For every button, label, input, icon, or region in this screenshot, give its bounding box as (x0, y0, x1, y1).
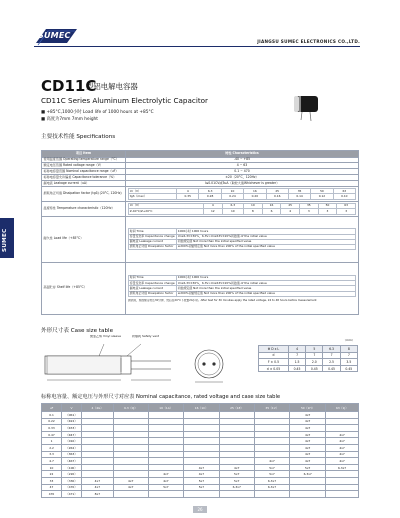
spec-label: 温度特性 Temperature characteristic（120Hz） (42, 201, 126, 216)
header-divider (34, 46, 360, 47)
nominal-cell (219, 425, 254, 432)
case-cell: 0.45 (340, 365, 357, 372)
sub-cell: 时间 Time (129, 229, 177, 234)
nominal-cell: 4x7 (113, 484, 148, 491)
case-cell: 0.45 (323, 365, 340, 372)
vent-label: 防爆阀 Safety vent (132, 335, 160, 338)
sub-cell: 4 (281, 209, 300, 214)
nominal-cell: 10 (42, 464, 62, 471)
sub-cell: 25 (281, 204, 300, 209)
spec-value: I≤0.01CV或3uA（取较大值Whichever is greater） (126, 181, 359, 187)
nominal-cell: （2R2） (62, 444, 82, 451)
sub-cell: 容量变化率 Capacitance change (129, 233, 175, 238)
case-dimension-drawing (41, 334, 241, 390)
sub-cell: 50 (311, 189, 333, 194)
nominal-cell: 4x7 (290, 458, 326, 465)
dissipation-subtable (128, 188, 356, 200)
table-row (42, 412, 359, 419)
table-row (259, 346, 358, 353)
case-cell: F ± 0.5 (259, 359, 289, 366)
specs-table (41, 150, 359, 315)
sub-cell: 0.14 (288, 194, 310, 199)
nominal-cell (113, 458, 148, 465)
sub-cell: Z-40°C/Z+20°C (129, 209, 204, 214)
sub-cell: 1000小时 1000 hours (177, 229, 356, 234)
case-cell: Φ D x L (259, 346, 289, 353)
series-title-cn: 型铝电解电容器 (86, 82, 138, 91)
sub-cell: 3 (318, 209, 337, 214)
nominal-cell (113, 464, 148, 471)
specs-section-title: 主要技术性能 Specifications (41, 134, 116, 140)
spec-label: 漏电流 Leakage current（uA） (42, 181, 126, 187)
nominal-cell: （100） (62, 464, 82, 471)
nominal-cell (148, 412, 183, 419)
nominal-cell (184, 444, 220, 451)
sub-cell: 4 (177, 189, 199, 194)
sub-cell: 63 (333, 189, 355, 194)
nominal-head-cell: V (62, 404, 82, 412)
table-row (259, 365, 358, 372)
nominal-cell (219, 438, 254, 445)
sub-cell: 0.12 (311, 194, 333, 199)
table-row (259, 352, 358, 359)
nominal-cell (82, 451, 114, 458)
nominal-cell (219, 418, 254, 425)
spec-value: -40 ~ +85 (126, 157, 359, 163)
nominal-cell: 4x7 (290, 444, 326, 451)
nominal-cell: 4x7 (290, 451, 326, 458)
table-row (42, 458, 359, 465)
shelf-life-note: 测试前，施加额定电压30分钟，然后在20°C下放置24小时。After test for 30 minutes apply the rated voltage, 24 to 48 hours before measurement (128, 298, 317, 302)
sub-cell: ≤200%初始规定值 Not more than 200% of the initial specified value (177, 291, 356, 296)
sub-cell: 损耗角正切值 Dissipation factor (129, 291, 177, 296)
nominal-head-cell: 25（1E） (219, 404, 254, 412)
case-cell: d (259, 352, 289, 359)
nominal-head-cell: 63（1J） (326, 404, 359, 412)
nominal-cell: 4x7 (148, 471, 183, 478)
table-row-load-life (42, 216, 359, 262)
nominal-head-cell: 6.3（0J） (113, 404, 148, 412)
nominal-cell (326, 471, 359, 478)
sub-cell: 6.3 (222, 204, 243, 209)
logo-text: SUMEC (38, 31, 71, 40)
nominal-cell: 4x7 (290, 425, 326, 432)
case-cell: 1.5 (288, 359, 305, 366)
nominal-cell: 6.3x7 (290, 471, 326, 478)
nominal-cell (82, 458, 114, 465)
nominal-cell (290, 484, 326, 491)
nominal-cell: 33 (42, 477, 62, 484)
sub-cell: Ur（V） (129, 204, 204, 209)
sub-cell: 6.3 (199, 189, 221, 194)
nominal-cell (254, 425, 289, 432)
nominal-cell: （R22） (62, 418, 82, 425)
nominal-cell: 0.1 (42, 412, 62, 419)
table-row (42, 444, 359, 451)
nominal-cell (82, 418, 114, 425)
nominal-cell: 4.7 (42, 458, 62, 465)
nominal-cell: 4x7 (326, 458, 359, 465)
nominal-cell: （220） (62, 471, 82, 478)
nominal-head-cell: 16（1C） (184, 404, 220, 412)
nominal-cell: 4x7 (219, 464, 254, 471)
nominal-cell (219, 412, 254, 419)
sub-cell: 4 (203, 204, 222, 209)
nominal-cell (148, 438, 183, 445)
nominal-cell: 4x7 (113, 477, 148, 484)
nominal-cell: 4x7 (148, 477, 183, 484)
nominal-cell: （R33） (62, 425, 82, 432)
nominal-cell (184, 491, 220, 498)
nominal-table (41, 403, 359, 498)
load-life-subtable (128, 228, 356, 250)
nominal-cell: 5x7 (184, 477, 220, 484)
nominal-cell: 4x7 (82, 484, 114, 491)
sub-cell: 容量变化率 Capacitance change (129, 280, 175, 285)
nominal-cell: （471） (62, 491, 82, 498)
case-size-table (258, 345, 358, 372)
case-cell: 2.5 (323, 359, 340, 366)
sub-cell: 3 (337, 209, 356, 214)
nominal-cell (219, 431, 254, 438)
sub-cell: 损耗角正切值 Dissipation factor (129, 245, 177, 250)
company-name: JIANGSU SUMEC ELECTRONICS CO.,LTD. (257, 39, 360, 44)
nominal-cell: 2.2 (42, 444, 62, 451)
sub-cell: 16 (244, 189, 266, 194)
series-title-en: CD11C Series Aluminum Electrolytic Capacitor (41, 96, 208, 105)
nominal-cell (219, 458, 254, 465)
nominal-cell: 4x7 (254, 458, 289, 465)
nominal-cell (148, 464, 183, 471)
nominal-cell (184, 418, 220, 425)
case-cell: 7 (340, 352, 357, 359)
sub-cell: 35 (288, 189, 310, 194)
nominal-cell (82, 438, 114, 445)
nominal-head-cell: 50（1H） (290, 404, 326, 412)
sub-cell: 16 (262, 204, 281, 209)
shelf-life-subtable (128, 275, 356, 297)
nominal-cell: （010） (62, 438, 82, 445)
nominal-cell (148, 431, 183, 438)
nominal-cell (219, 491, 254, 498)
nominal-cell: 5x7 (184, 484, 220, 491)
table-row-temperature (42, 201, 359, 216)
nominal-cell: 47 (42, 484, 62, 491)
specs-head-char: 特性 Characteristics (126, 151, 359, 158)
sub-cell: 6 (262, 209, 281, 214)
table-row (42, 425, 359, 432)
sub-cell: 漏电流 Leakage current (129, 286, 177, 291)
table-row (42, 451, 359, 458)
sub-cell: 63 (337, 204, 356, 209)
case-cell: 0.45 (306, 365, 323, 372)
sub-cell: Ur≤6.3V±30%，6.3V<Ur≤63V±20%初始值 of the initial value (177, 281, 356, 286)
sub-cell: 初始规定值 Not more than the initial specified value (177, 286, 356, 291)
case-cell: 7 (288, 352, 305, 359)
table-row-shelf-life (42, 262, 359, 314)
table-row (259, 359, 358, 366)
nominal-cell (326, 412, 359, 419)
table-row (42, 418, 359, 425)
case-cell: 7 (323, 352, 340, 359)
nominal-cell: 6.3x7 (219, 484, 254, 491)
nominal-cell (82, 425, 114, 432)
nominal-cell (113, 438, 148, 445)
nominal-cell (113, 431, 148, 438)
case-cell: 2.0 (306, 359, 323, 366)
case-size-title: 外形尺寸表 Case size table (41, 328, 114, 334)
nominal-header-row (42, 404, 359, 412)
nominal-cell (254, 412, 289, 419)
nominal-cell: 4x7 (82, 477, 114, 484)
case-cell: 3.5 (340, 359, 357, 366)
sub-cell: 10 (244, 204, 263, 209)
sub-cell: 12 (203, 209, 222, 214)
spec-label: 标称电容量允许偏差 Capacitance tolerance（%） (42, 175, 126, 181)
nominal-cell: 4x7 (184, 464, 220, 471)
table-row (42, 431, 359, 438)
nominal-cell: 5x7 (148, 484, 183, 491)
nominal-cell: 5x7 (254, 464, 289, 471)
nominal-cell (113, 451, 148, 458)
nominal-cell (184, 451, 220, 458)
nominal-cell (148, 425, 183, 432)
nominal-cell (219, 451, 254, 458)
spec-label: 额定电压范围 Rated voltage range（V） (42, 163, 126, 169)
nominal-head-cell: uF (42, 404, 62, 412)
nominal-cell: 5x7 (254, 471, 289, 478)
nominal-cell (254, 431, 289, 438)
nominal-cell: 4x7 (290, 431, 326, 438)
nominal-cell: 8x7 (82, 491, 114, 498)
case-cell: d ± 0.05 (259, 365, 289, 372)
nominal-cell (148, 458, 183, 465)
nominal-cell: 4x7 (326, 431, 359, 438)
nominal-cell: 4x7 (290, 438, 326, 445)
nominal-body (42, 412, 359, 498)
spec-label: 高温贮存 Shelf life（+85°C） (42, 262, 126, 314)
nominal-cell (148, 418, 183, 425)
nominal-cell (82, 412, 114, 419)
sub-cell: 10 (221, 189, 243, 194)
nominal-cell: 0.22 (42, 418, 62, 425)
nominal-cell: 4x7 (326, 444, 359, 451)
spec-label: 耐久性 Load life（+85°C） (42, 216, 126, 262)
temperature-subtable (128, 203, 356, 215)
nominal-cell (113, 444, 148, 451)
spec-label: 使用温度范围 Operating temperature range（°C） (42, 157, 126, 163)
sub-cell: tgδ（max） (129, 194, 177, 199)
nominal-cell (184, 458, 220, 465)
sub-cell: ≤200%初始规定值 Not more than 200% of the initial specified value (177, 245, 356, 250)
nominal-cell: 1 (42, 438, 62, 445)
nominal-cell: 5x7 (219, 477, 254, 484)
nominal-cell: 6.3x7 (254, 477, 289, 484)
sub-cell: 初始规定值 Not more than the initial specified value (177, 239, 356, 244)
sub-cell: 0.35 (177, 194, 199, 199)
nominal-cell (254, 418, 289, 425)
sub-cell: 时间 Time (129, 275, 177, 280)
nominal-cell: 5x7 (290, 464, 326, 471)
nominal-head-cell: 10（1A） (148, 404, 183, 412)
nominal-cell (290, 477, 326, 484)
nominal-cell (82, 471, 114, 478)
sub-cell: 25 (266, 189, 288, 194)
sub-cell: 3 (299, 209, 318, 214)
nominal-cell: （3R3） (62, 451, 82, 458)
sub-cell: 漏电流 Leakage current (129, 239, 177, 244)
nominal-head-cell: 35（1V） (254, 404, 289, 412)
case-unit: （mm） (343, 339, 355, 342)
sub-cell: 35 (299, 204, 318, 209)
nominal-cell (82, 431, 114, 438)
specs-head-item: 项目 Item (42, 151, 126, 158)
case-cell: 0.45 (288, 365, 305, 372)
sub-cell: 0.20 (244, 194, 266, 199)
page-number: 26 (193, 506, 207, 513)
nominal-cell (113, 471, 148, 478)
nominal-cell: 0.47 (42, 431, 62, 438)
nominal-cell (326, 425, 359, 432)
table-row (42, 484, 359, 491)
nominal-cell (326, 418, 359, 425)
nominal-cell: 4x7 (290, 418, 326, 425)
case-cell: 6.3 (323, 346, 340, 353)
nominal-cell (254, 438, 289, 445)
table-row (42, 471, 359, 478)
spec-value: 0.1 ~ 470 (126, 169, 359, 175)
nominal-head-cell: 4（4G） (82, 404, 114, 412)
sub-cell: 50 (318, 204, 337, 209)
table-row (42, 438, 359, 445)
nominal-cell (113, 491, 148, 498)
table-row-dissipation (42, 186, 359, 201)
sub-cell: Ur≤6.3V±30%，6.3V<Ur≤63V±20%初始值 of the initial value (177, 234, 356, 239)
nominal-cell: （R47） (62, 431, 82, 438)
case-cell: 5 (306, 346, 323, 353)
nominal-section-title: 标称电容量、额定电压与外形尺寸对应表 Nominal capacitance, rated voltage and case size table (41, 394, 281, 400)
spec-label: 损耗角正切值 Dissipation factor (tgδ) (20°C, 120Hz) (42, 186, 126, 201)
nominal-cell (326, 484, 359, 491)
spec-value: 4 ~ 63 (126, 163, 359, 169)
sub-cell: 0.16 (266, 194, 288, 199)
spec-value: ±20（20°C，120Hz） (126, 175, 359, 181)
nominal-cell (254, 444, 289, 451)
sub-cell: 1000小时 1000 hours (177, 275, 356, 280)
nominal-cell: （4R7） (62, 458, 82, 465)
capacitor-photo-icon (290, 90, 324, 124)
nominal-cell: 6.3x7 (326, 464, 359, 471)
nominal-cell (184, 412, 220, 419)
nominal-cell: 3.3 (42, 451, 62, 458)
nominal-cell (148, 491, 183, 498)
nominal-cell (254, 491, 289, 498)
case-cell: 4 (288, 346, 305, 353)
nominal-cell: 5x7 (219, 471, 254, 478)
nominal-cell (326, 477, 359, 484)
side-tab-label: SUMEC (2, 228, 8, 252)
nominal-cell (184, 431, 220, 438)
series-code: CD11C (41, 77, 97, 95)
nominal-cell (184, 425, 220, 432)
table-row (42, 491, 359, 498)
nominal-cell: 0.33 (42, 425, 62, 432)
nominal-cell: 4x7 (326, 438, 359, 445)
nominal-cell (290, 491, 326, 498)
case-cell: 8 (340, 346, 357, 353)
sub-cell: 10 (222, 209, 243, 214)
sub-cell: 0.10 (333, 194, 355, 199)
nominal-cell (148, 451, 183, 458)
nominal-cell: （330） (62, 477, 82, 484)
nominal-cell (326, 491, 359, 498)
nominal-cell (219, 444, 254, 451)
nominal-cell: 470 (42, 491, 62, 498)
spec-label: 标称电容量范围 Nominal capacitance range（uF） (42, 169, 126, 175)
nominal-cell (82, 444, 114, 451)
sub-cell: Ur（V） (129, 189, 177, 194)
nominal-cell: 4x7 (184, 471, 220, 478)
feature-bullet: ■ 高度为7mm 7mm height (41, 117, 98, 122)
sub-cell: 8 (244, 209, 263, 214)
table-row (42, 477, 359, 484)
case-cell: 7 (306, 352, 323, 359)
sub-cell: 0.28 (199, 194, 221, 199)
nominal-cell: （0R1） (62, 412, 82, 419)
table-row (42, 464, 359, 471)
nominal-cell (82, 464, 114, 471)
nominal-cell: 4x7 (290, 412, 326, 419)
feature-bullet: ■ +85°C,1000小时 Load life of 1000 hours at +85°C (41, 110, 154, 115)
nominal-cell: 6.3x7 (254, 484, 289, 491)
nominal-cell (113, 418, 148, 425)
nominal-cell: 22 (42, 471, 62, 478)
sleeve-label: 聚氯乙烯 Vinyl sleeve (90, 335, 121, 338)
sub-cell: 0.24 (221, 194, 243, 199)
nominal-cell (254, 451, 289, 458)
nominal-cell (113, 425, 148, 432)
nominal-cell (184, 438, 220, 445)
nominal-cell: 4x7 (326, 451, 359, 458)
nominal-cell (113, 412, 148, 419)
nominal-cell: （470） (62, 484, 82, 491)
nominal-cell (148, 444, 183, 451)
